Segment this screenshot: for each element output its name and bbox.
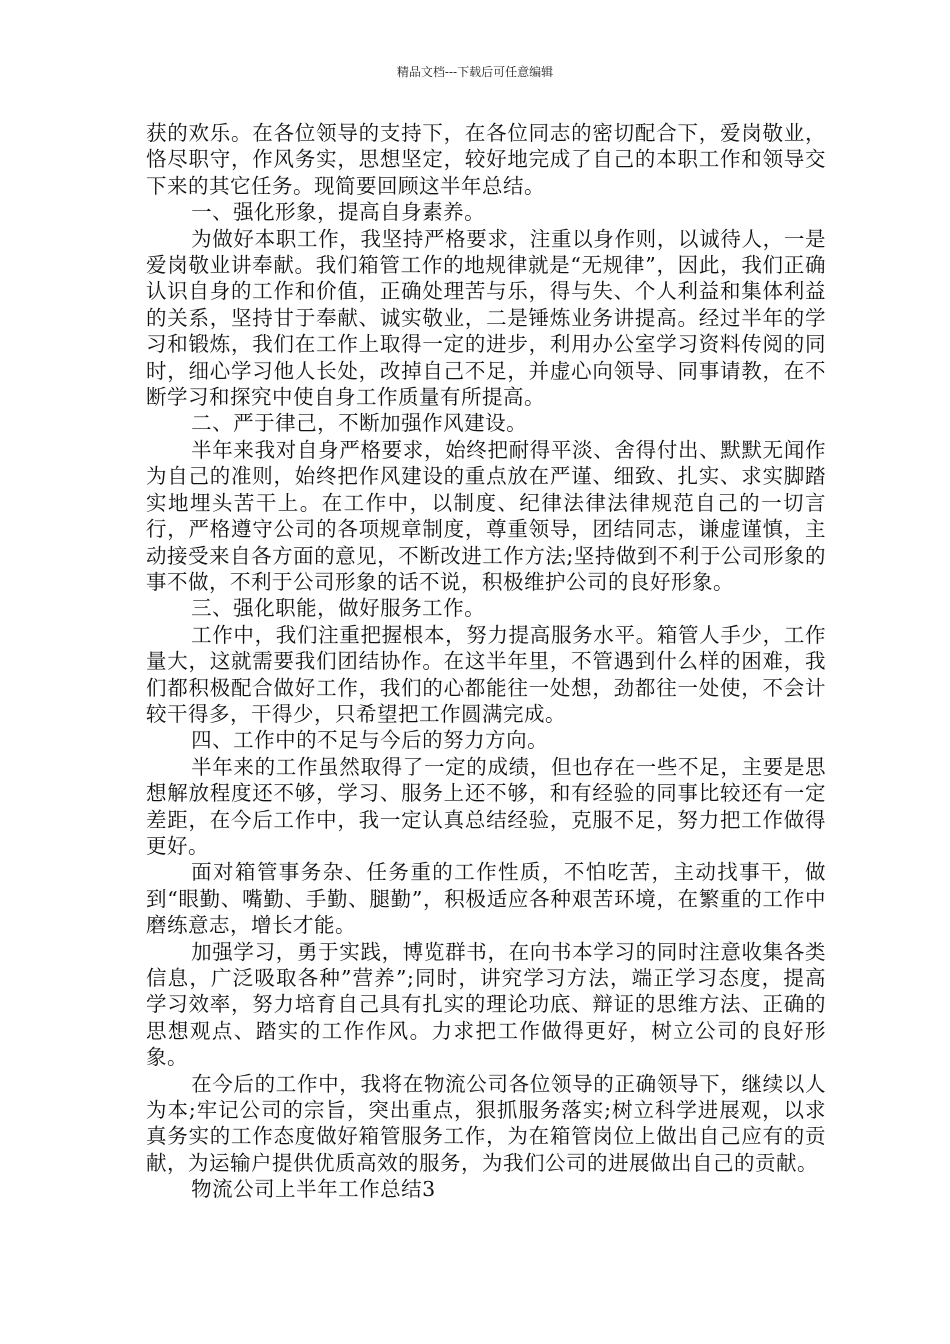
body-paragraph: 为做好本职工作，我坚持严格要求，注重以身作则，以诚待人，一是爱岗敬业讲奉献。我们箱管工作的地规律就是“无规律”，因此，我们正确认识自身的工作和价值，正确处理苦与乐，得与失、个人利益和集体利益的关系，坚持甘于奉献、诚实敬业，二是锤炼业务讲提高。经过半年的学习和锻炼，我们在工作上取得一定的进步，利用办公室学习资料传阅的同时，细心学习他人长处，改掉自己不足，并虚心向领导、同事请教，在不断学习和探究中使自身工作质量有所提高。: [146, 226, 826, 410]
page-header: 精品文档---下载后可任意编辑: [396, 65, 554, 79]
body-paragraph: 工作中，我们注重把握根本，努力提高服务水平。箱管人手少，工作量大，这就需要我们团结协作。在这半年里，不管遇到什么样的困难，我们都积极配合做好工作，我们的心都能往一处想，劲都往一处使，不会计较干得多，干得少，只希望把工作圆满完成。: [146, 622, 826, 726]
body-paragraph: 半年来我对自身严格要求，始终把耐得平淡、舍得付出、默默无闻作为自己的准则，始终把作风建设的重点放在严谨、细致、扎实、求实脚踏实地埋头苦干上。在工作中，以制度、纪律法律法律规范自己的一切言行，严格遵守公司的各项规章制度，尊重领导，团结同志，谦虚谨慎，主动接受来自各方面的意见，不断改进工作方法;坚持做到不利于公司形象的事不做，不利于公司形象的话不说，积极维护公司的良好形象。: [146, 437, 826, 594]
body-paragraph: 面对箱管事务杂、任务重的工作性质，不怕吃苦，主动找事干，做到“眼勤、嘴勤、手勤、腿勤”，积极适应各种艰苦环境，在繁重的工作中磨练意志，增长才能。: [146, 860, 826, 938]
document-body: [146, 120, 826, 1203]
section-heading: 二、严于律己，不断加强作风建设。: [191, 411, 528, 436]
next-section-title: 物流公司上半年工作总结3: [191, 1177, 436, 1202]
section-heading: 三、强化职能，做好服务工作。: [191, 596, 486, 621]
section-heading: 四、工作中的不足与今后的努力方向。: [191, 728, 549, 753]
body-paragraph: 半年来的工作虽然取得了一定的成绩，但也存在一些不足，主要是思想解放程度还不够，学习、服务上还不够，和有经验的同事比较还有一定差距，在今后工作中，我一定认真总结经验，克服不足，努力把工作做得更好。: [146, 754, 826, 858]
section-heading: 一、强化形象，提高自身素养。: [191, 200, 486, 225]
body-paragraph: 获的欢乐。在各位领导的支持下，在各位同志的密切配合下，爱岗敬业，恪尽职守，作风务实，思想坚定，较好地完成了自己的本职工作和领导交下来的其它任务。现简要回顾这半年总结。: [146, 121, 826, 198]
body-paragraph: 加强学习，勇于实践，博览群书，在向书本学习的同时注意收集各类信息，广泛吸取各种”营养”;同时，讲究学习方法，端正学习态度，提高学习效率，努力培育自己具有扎实的理论功底、辩证的思维方法、正确的思想观点、踏实的工作作风。力求把工作做得更好，树立公司的良好形象。: [146, 939, 826, 1070]
body-paragraph: 在今后的工作中，我将在物流公司各位领导的正确领导下，继续以人为本;牢记公司的宗旨，突出重点，狠抓服务落实;树立科学进展观，以求真务实的工作态度做好箱管服务工作，为在箱管岗位上做出自己应有的贡献，为运输户提供优质高效的服务，为我们公司的进展做出自己的贡献。: [146, 1071, 826, 1175]
